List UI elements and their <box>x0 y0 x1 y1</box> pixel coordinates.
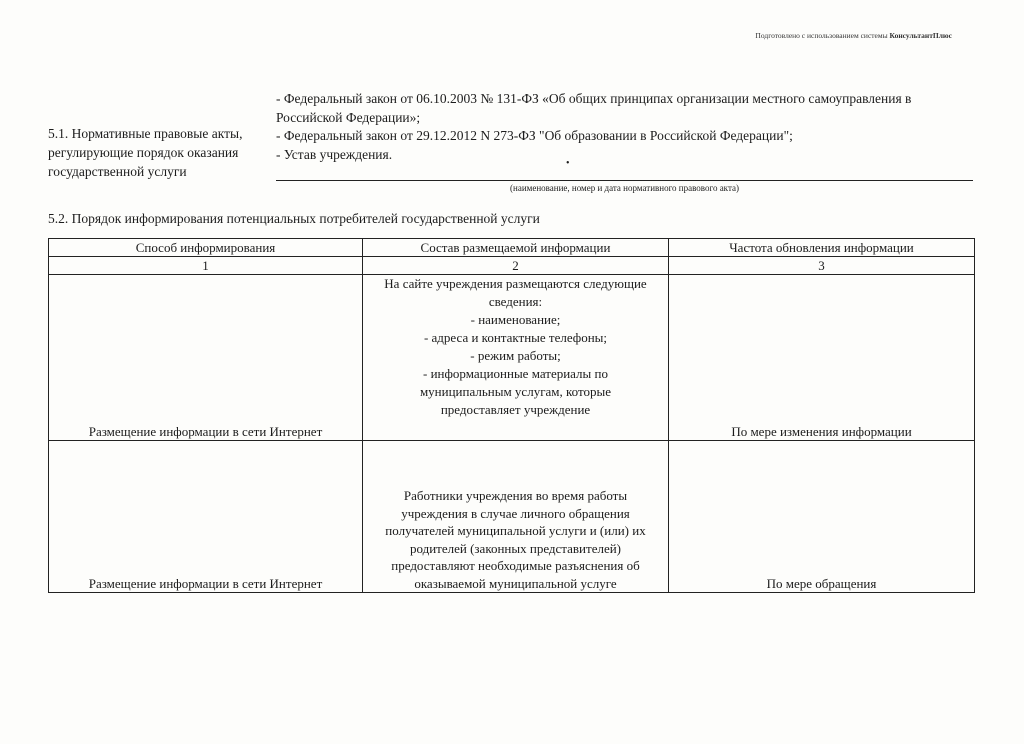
act-item: - Федеральный закон от 29.12.2012 N 273-ФЗ "Об образовании в Российской Федерации"; <box>276 128 793 143</box>
content-cell <box>363 441 669 593</box>
note-prefix: Подготовлено с использованием системы <box>755 31 888 40</box>
content-line: На сайте учреждения размещаются следующие <box>384 276 647 291</box>
content-line: муниципальным услугам, которые <box>419 384 612 399</box>
content-line: - наименование; <box>470 312 561 327</box>
column-number: 2 <box>363 257 669 275</box>
content-line: - адреса и контактные телефоны; <box>423 330 608 345</box>
content-line: - информационные материалы по <box>422 366 608 381</box>
content-line: родителей (законных представителей) <box>409 540 622 556</box>
information-table <box>48 238 975 593</box>
section-5-1-label: 5.1. Нормативные правовые акты, регулирующие порядок оказания государственной услуги <box>48 126 243 179</box>
column-number: 1 <box>49 257 363 275</box>
content-line: сведения: <box>488 294 543 309</box>
column-header: Способ информирования <box>49 239 363 257</box>
table-number-row <box>49 257 975 275</box>
content-cell <box>363 275 669 441</box>
column-header: Состав размещаемой информации <box>363 239 669 257</box>
method-cell: Размещение информации в сети Интернет <box>49 441 363 593</box>
act-item: - Устав учреждения. <box>276 146 393 162</box>
frequency-cell: По мере обращения <box>669 441 975 593</box>
frequency-cell: По мере изменения информации <box>669 275 975 441</box>
content-line: Работники учреждения во время работы <box>403 488 628 503</box>
content-line: получателей муниципальной услуги и (или) их <box>385 523 646 538</box>
section-5-2-title: 5.2. Порядок информирования потенциальных потребителей государственной услуги <box>48 211 540 226</box>
content-line: - режим работы; <box>470 348 561 363</box>
consultant-plus-note <box>755 31 952 40</box>
scan-dot: • <box>566 158 570 169</box>
table-header-row <box>49 239 975 257</box>
acts-caption: (наименование, номер и дата нормативного правового акта) <box>510 183 739 193</box>
content-line: учреждения в случае личного обращения <box>401 505 630 521</box>
column-number: 3 <box>669 257 975 275</box>
act-item: - Федеральный закон от 06.10.2003 № 131-ФЗ «Об общих принципах организации местного самоуправления в Российской Федерации»; <box>276 91 912 125</box>
table-row <box>49 441 975 593</box>
content-line: оказываемой муниципальной услуге <box>414 575 617 591</box>
content-line: предоставляют необходимые разъяснения об <box>391 558 640 573</box>
acts-underline <box>276 180 973 181</box>
content-line: предоставляет учреждение <box>440 402 591 417</box>
table-row <box>49 275 975 441</box>
section-5-1-acts <box>276 90 976 164</box>
note-brand: КонсультантПлюс <box>889 31 952 40</box>
method-cell: Размещение информации в сети Интернет <box>49 275 363 441</box>
column-header: Частота обновления информации <box>669 239 975 257</box>
